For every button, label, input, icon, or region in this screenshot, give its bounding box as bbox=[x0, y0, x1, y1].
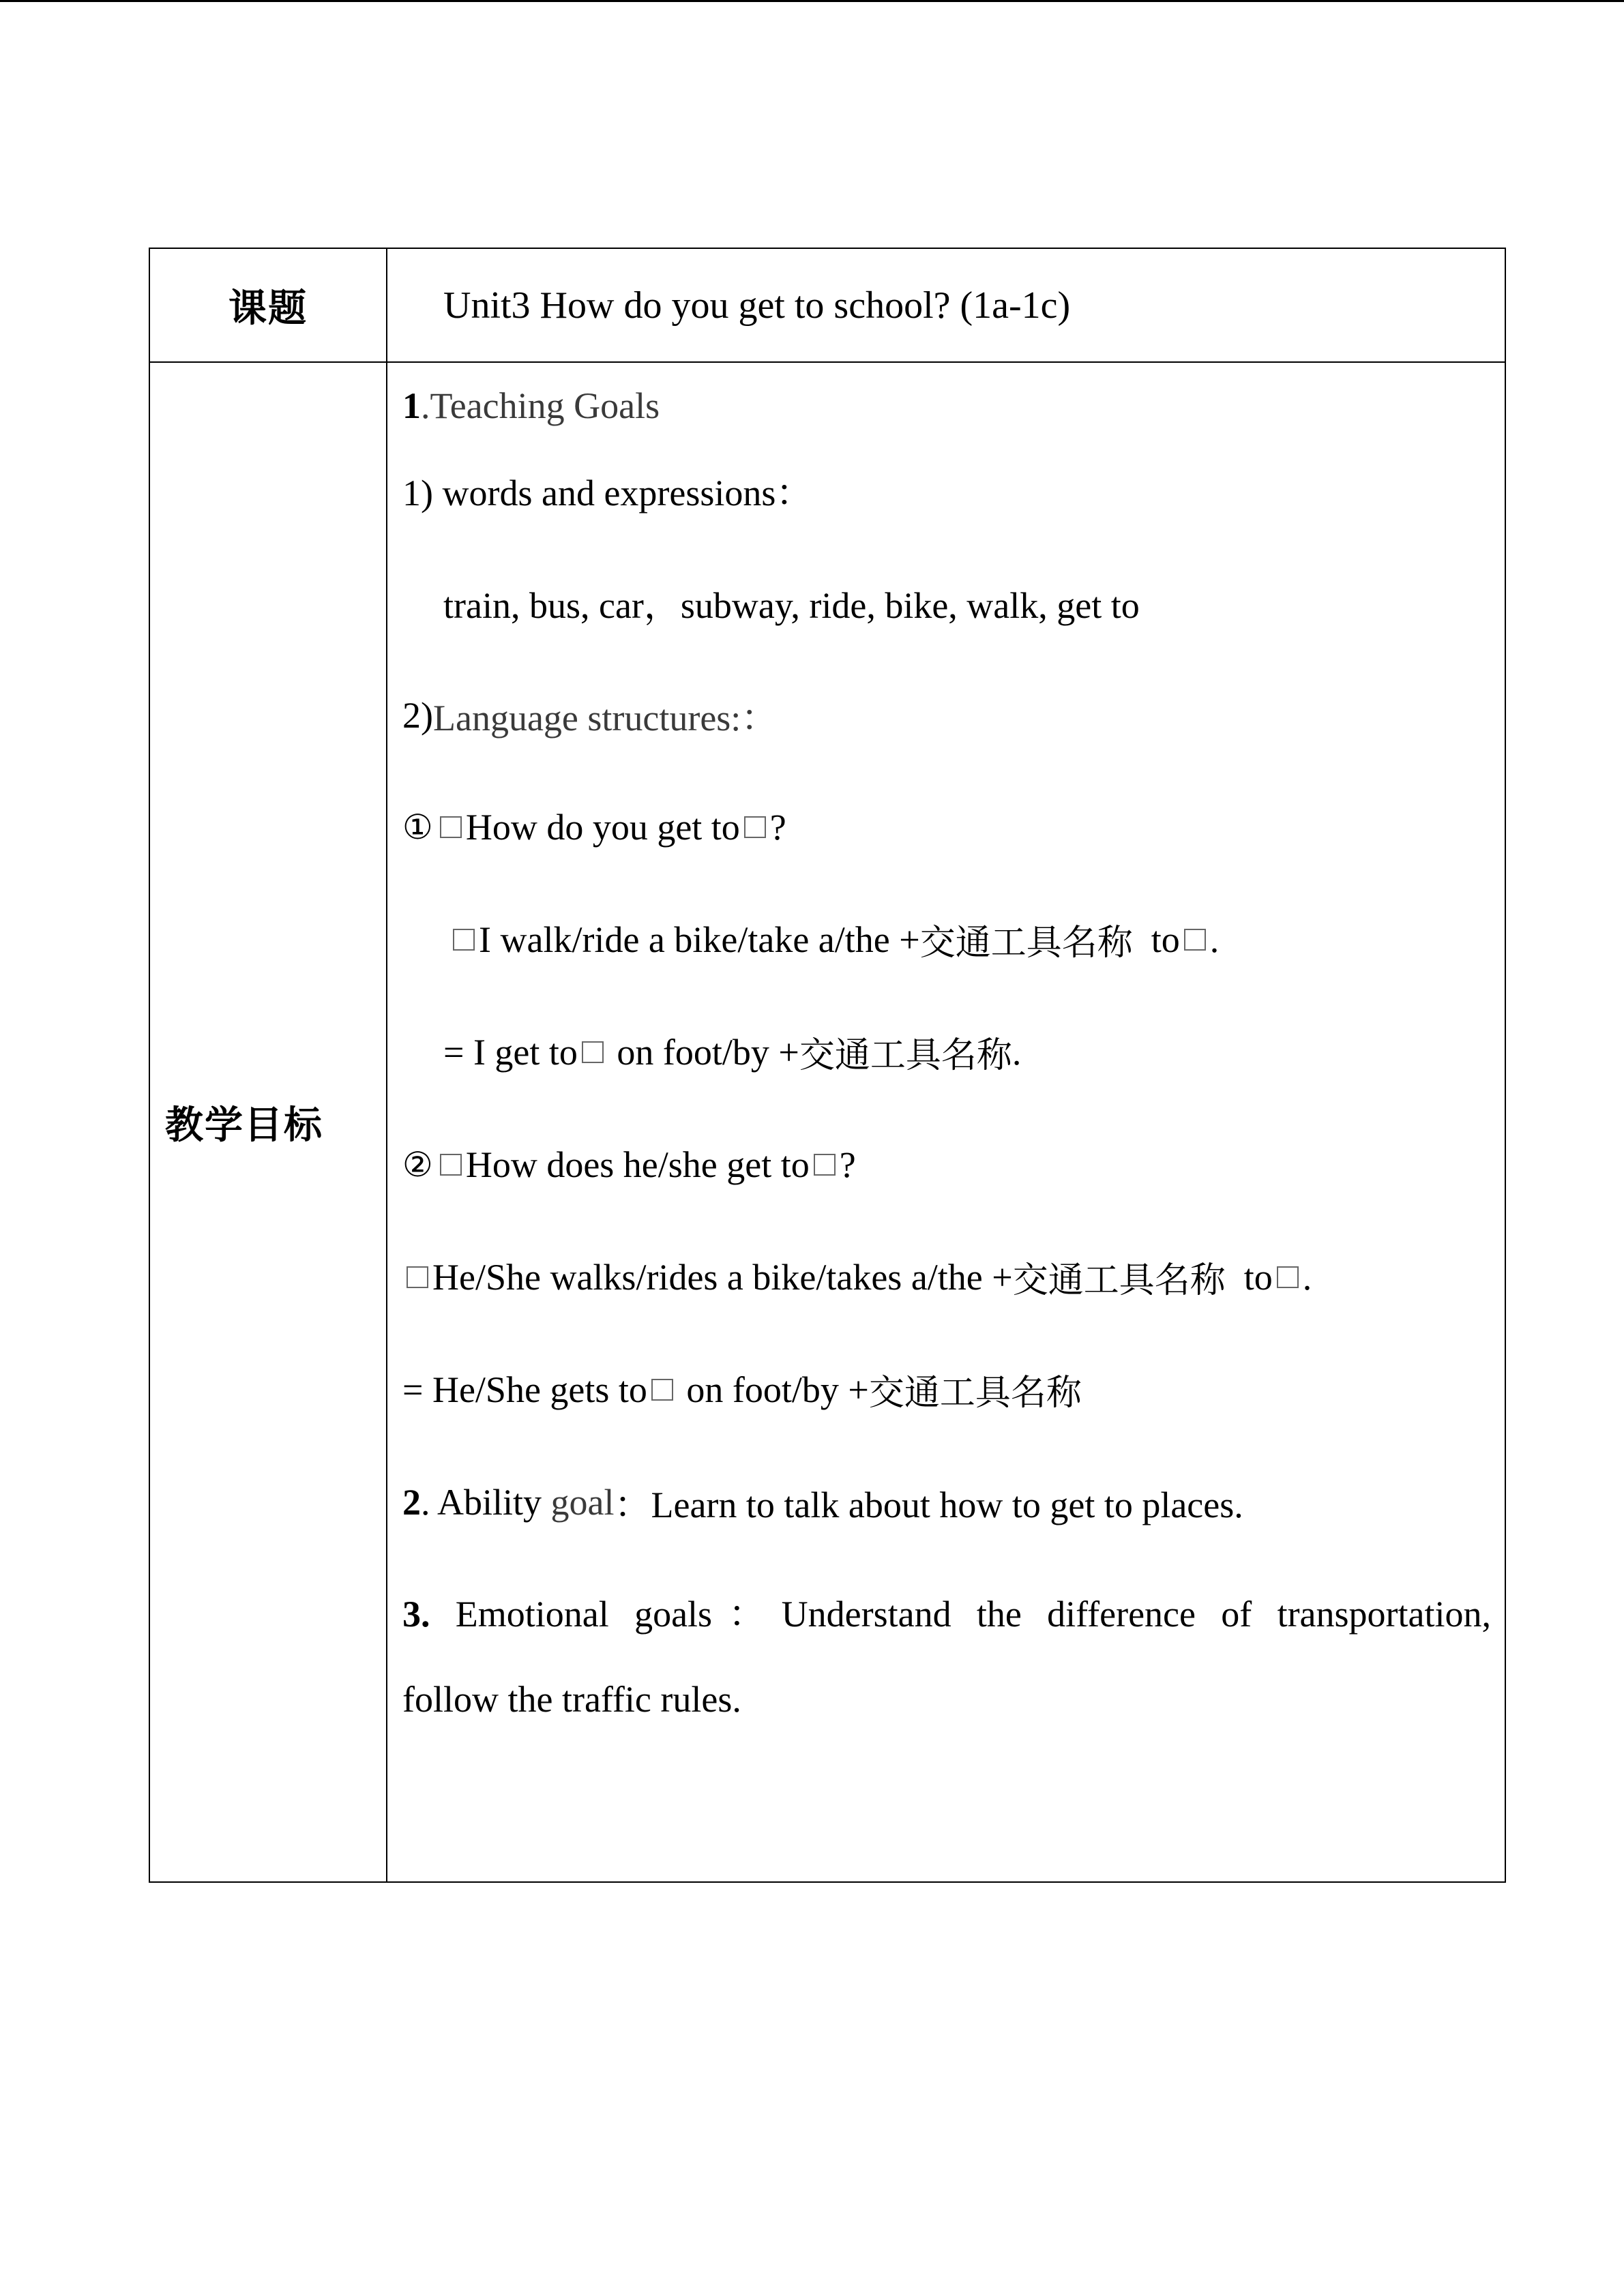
circled-one-icon: ① bbox=[402, 807, 433, 847]
structure-2-question bbox=[402, 1142, 1491, 1187]
lesson-plan-table bbox=[149, 248, 1506, 1883]
structure-2-answer-b-mid: on foot/by + bbox=[677, 1369, 869, 1410]
goal-2-ability bbox=[402, 1480, 1491, 1524]
goal-1-heading bbox=[402, 383, 1491, 428]
blank-box-icon bbox=[440, 1154, 462, 1176]
circled-two-icon: ② bbox=[402, 1144, 433, 1184]
goal-2-text: ：Learn to talk about how to get to places. bbox=[614, 1485, 1243, 1525]
blank-box-icon bbox=[814, 1154, 836, 1176]
goals-label: 教学目标 bbox=[149, 362, 387, 1882]
words-heading: 1) words and expressions： bbox=[402, 473, 813, 513]
structure-1-answer-a-end: . bbox=[1209, 919, 1220, 960]
topic-label: 课题 bbox=[149, 248, 387, 362]
structure-2-answer-a-end: . bbox=[1302, 1256, 1312, 1298]
goal-3-emotional bbox=[402, 1592, 1491, 1637]
page-top-rule bbox=[0, 0, 1624, 2]
goal-3-number: 3. bbox=[402, 1594, 430, 1635]
blank-box-icon bbox=[1184, 929, 1206, 951]
blank-box-icon bbox=[453, 929, 475, 951]
structure-1-question bbox=[402, 805, 1491, 849]
blank-box-icon bbox=[582, 1041, 604, 1063]
topic-row bbox=[149, 248, 1505, 362]
structure-2-question-end: ? bbox=[839, 1144, 856, 1185]
structure-1-answer-a bbox=[402, 917, 1491, 964]
structure-1-answer-b-cn: 交通工具名称 bbox=[799, 1035, 1012, 1076]
structure-2-answer-b-cn: 交通工具名称 bbox=[868, 1373, 1082, 1414]
structure-1-question-end: ? bbox=[769, 806, 786, 848]
structure-2-answer-b bbox=[402, 1367, 1491, 1412]
goal-2-number: 2 bbox=[402, 1481, 421, 1523]
goal-2-goal-word: goal bbox=[550, 1481, 615, 1523]
structures-heading bbox=[402, 693, 1491, 737]
structure-1-answer-b-mid: on foot/by + bbox=[607, 1031, 799, 1073]
structure-1-answer-a-cn: 交通工具名称 bbox=[919, 923, 1133, 964]
structure-2-answer-a-text: He/She walks/rides a bike/takes a/the + bbox=[432, 1256, 1013, 1298]
structure-1-answer-a-to: to bbox=[1132, 919, 1180, 960]
blank-box-icon bbox=[407, 1266, 428, 1288]
structure-2-answer-a-cn: 交通工具名称 bbox=[1012, 1260, 1226, 1301]
structure-1-answer-b bbox=[402, 1030, 1491, 1074]
goal-3-emotional-cont: follow the traffic rules. bbox=[402, 1678, 741, 1720]
structure-1-question-text: How do you get to bbox=[465, 806, 740, 848]
goal-1-title: .Teaching Goals bbox=[421, 385, 660, 426]
topic-title: Unit3 How do you get to school? (1a-1c) bbox=[387, 248, 1505, 362]
blank-box-icon bbox=[744, 816, 766, 838]
goal-3-text-line1: Emotional goals：Understand the difference of transportation, bbox=[430, 1594, 1491, 1635]
blank-box-icon bbox=[1277, 1266, 1299, 1288]
structure-2-answer-b-start: = He/She gets to bbox=[402, 1369, 647, 1410]
blank-box-icon bbox=[651, 1379, 673, 1401]
blank-box-icon bbox=[440, 816, 462, 838]
structure-1-answer-a-text: I walk/ride a bike/take a/the + bbox=[479, 919, 920, 960]
goals-content bbox=[387, 362, 1505, 1882]
structures-title: Language structures:： bbox=[432, 698, 778, 739]
structure-2-answer-a bbox=[402, 1255, 1491, 1299]
structures-number: 2) bbox=[402, 694, 433, 736]
structure-2-question-text: How does he/she get to bbox=[465, 1144, 810, 1185]
structure-1-answer-b-start: = I get to bbox=[443, 1031, 578, 1073]
goal-1-number: 1 bbox=[402, 385, 421, 426]
structure-2-answer-a-to: to bbox=[1225, 1256, 1273, 1298]
goal-2-label: . Ability bbox=[421, 1481, 551, 1523]
goals-row bbox=[149, 362, 1505, 1882]
words-list: train, bus, car，subway, ride, bike, walk, get to bbox=[443, 585, 1140, 626]
structure-1-answer-b-end: . bbox=[1012, 1031, 1022, 1073]
